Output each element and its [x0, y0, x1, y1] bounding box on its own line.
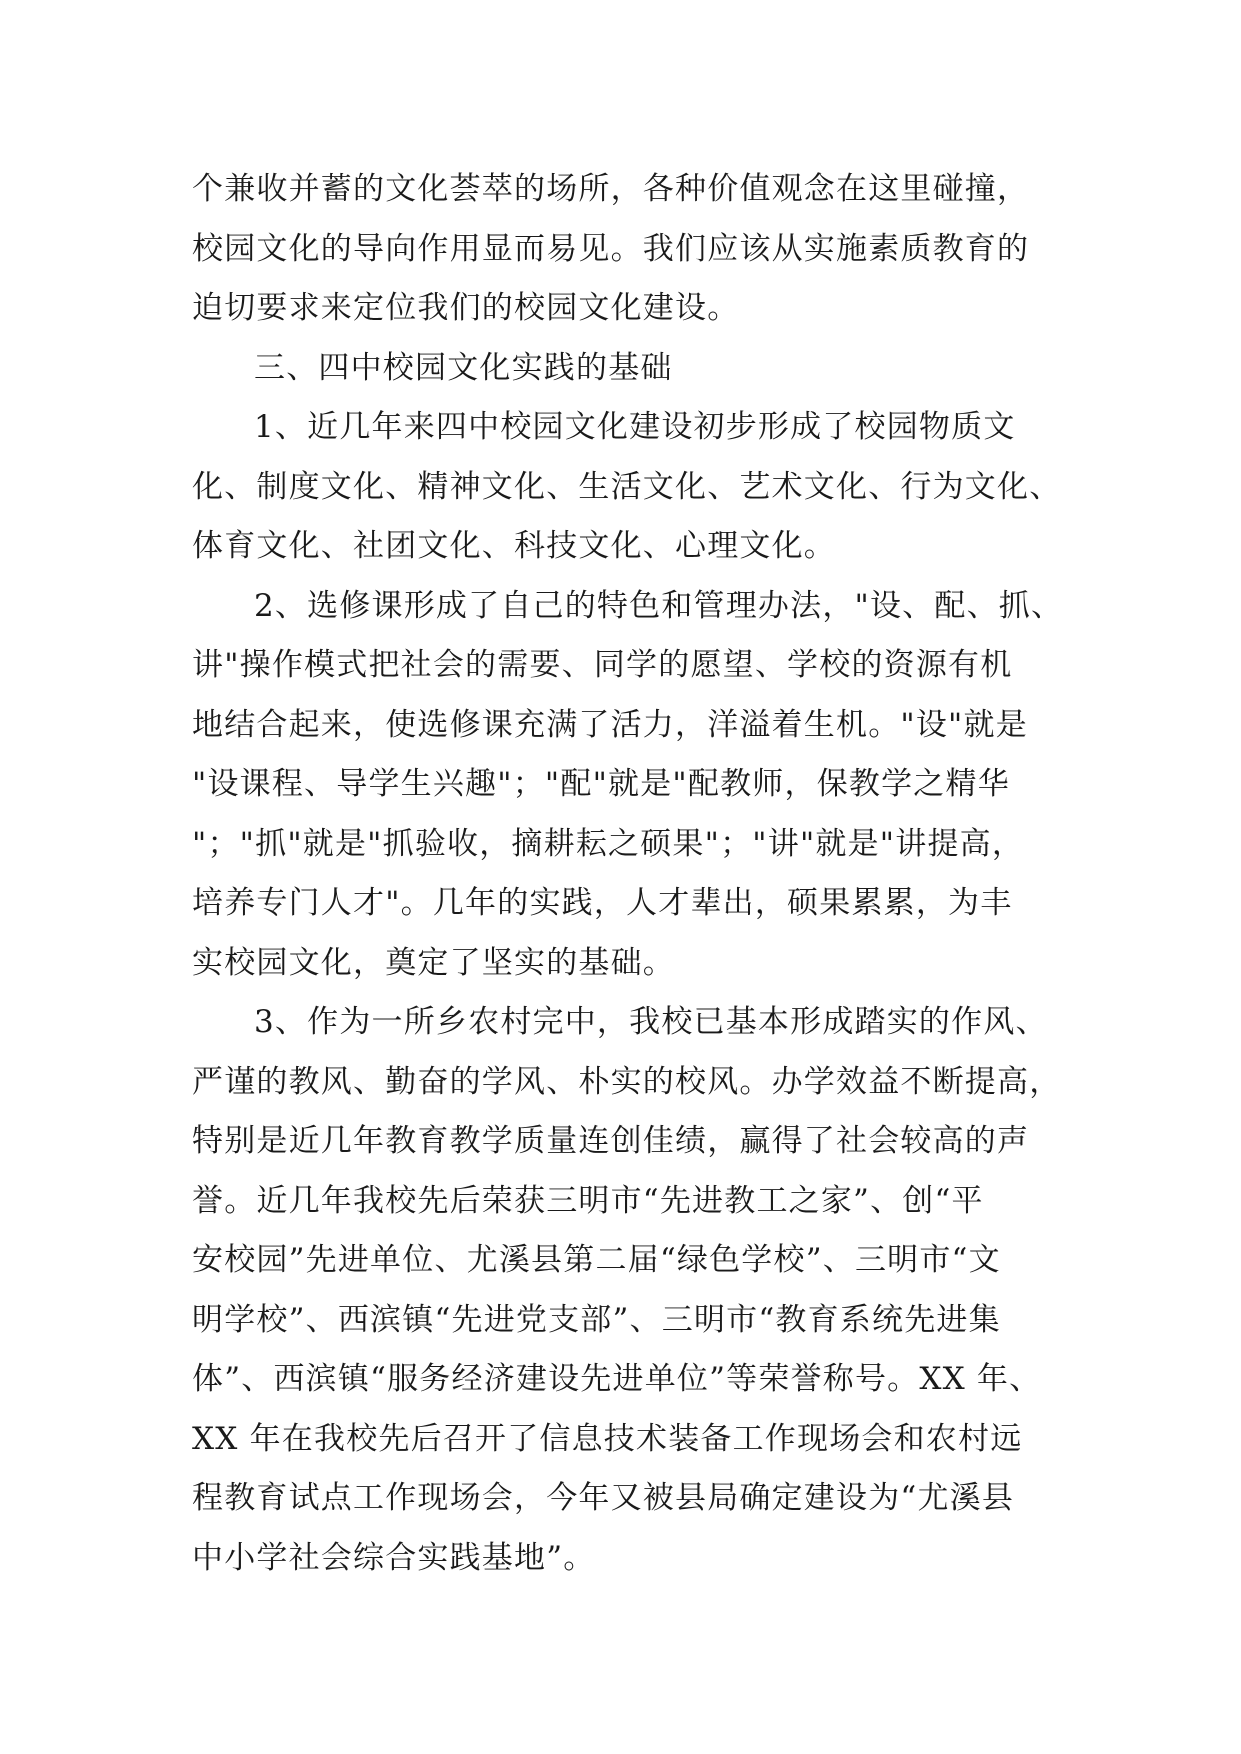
text-line: 化、制度文化、精神文化、生活文化、艺术文化、行为文化、 [192, 468, 1062, 505]
text-line: 实校园文化，奠定了坚实的基础。 [192, 944, 675, 981]
text-line: 程教育试点工作现场会，今年又被县局确定建设为“尤溪县 [192, 1480, 1015, 1516]
text-line: 特别是近几年教育教学质量连创佳绩，赢得了社会较高的声 [192, 1123, 1030, 1159]
text-line: 地结合起来，使选修课充满了活力，洋溢着生机。"设"就是 [192, 706, 1028, 743]
text-line: 校园文化的导向作用显而易见。我们应该从实施素质教育的 [192, 230, 1030, 267]
section-heading: 三、四中校园文化实践的基础 [254, 349, 673, 386]
text-line: 中小学社会综合实践基地”。 [192, 1539, 596, 1576]
text-line: 培养专门人才"。几年的实践，人才辈出，硕果累累，为丰 [192, 885, 1013, 921]
text-line: 明学校”、西滨镇“先进党支部”、三明市“教育系统先进集 [192, 1301, 1001, 1338]
text-line: 个兼收并蓄的文化荟萃的场所，各种价值观念在这里碰撞， [192, 171, 1030, 207]
text-line: 誉。近几年我校先后荣获三明市“先进教工之家”、创“平 [192, 1182, 984, 1219]
text-line: "设课程、导学生兴趣"；"配"就是"配教师，保教学之精华 [192, 766, 1010, 802]
text-line: 安校园”先进单位、尤溪县第二届“绿色学校”、三明市“文 [192, 1242, 1001, 1278]
text-line: 2、选修课形成了自己的特色和管理办法，"设、配、抓、 [254, 587, 1064, 624]
text-line: XX 年在我校先后召开了信息技术装备工作现场会和农村远 [192, 1420, 1023, 1457]
body-text [192, 160, 1072, 1588]
text-line: 严谨的教风、勤奋的学风、朴实的校风。办学效益不断提高， [192, 1063, 1062, 1100]
text-line: 体育文化、社团文化、科技文化、心理文化。 [192, 528, 836, 564]
text-line: 3、作为一所乡农村完中，我校已基本形成踏实的作风、 [254, 1004, 1048, 1040]
text-line: 迫切要求来定位我们的校园文化建设。 [192, 290, 740, 326]
text-line: "；"抓"就是"抓验收，摘耕耘之硕果"；"讲"就是"讲提高， [192, 825, 1025, 862]
text-line: 讲"操作模式把社会的需要、同学的愿望、学校的资源有机 [192, 647, 1013, 683]
text-line: 1、近几年来四中校园文化建设初步形成了校园物质文 [254, 409, 1016, 445]
text-line: 体”、西滨镇“服务经济建设先进单位”等荣誉称号。XX 年、 [192, 1361, 1042, 1397]
